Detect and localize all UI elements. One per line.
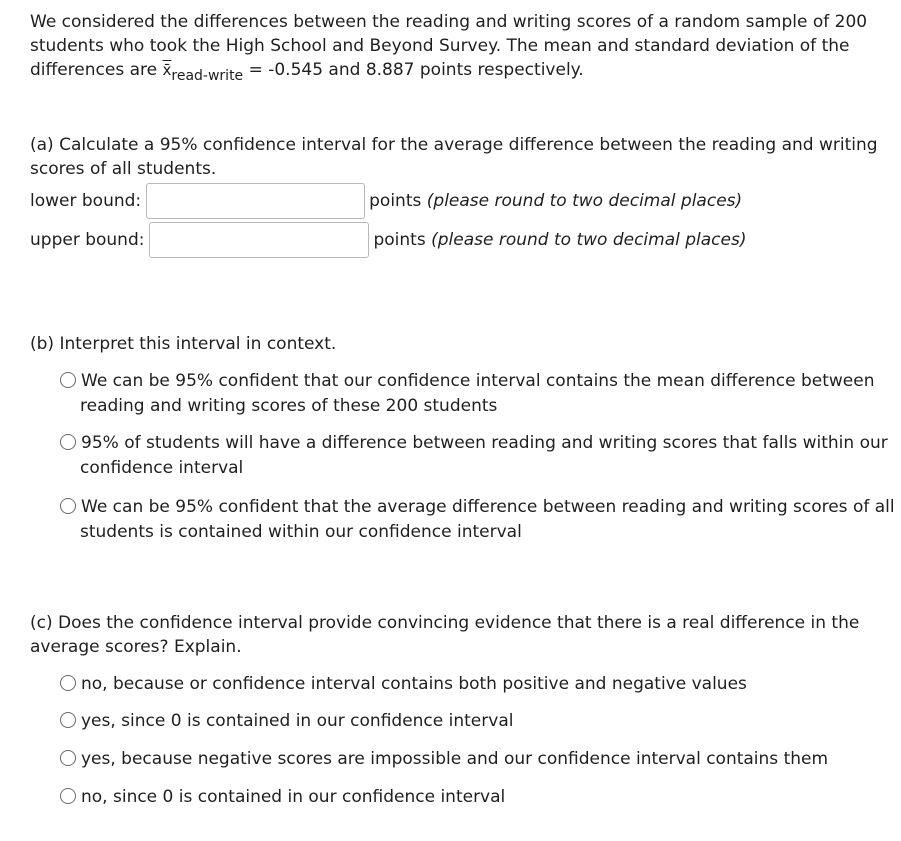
upper-bound-input[interactable] (149, 222, 369, 258)
radio-button[interactable] (60, 434, 76, 450)
part-b-option-2[interactable] (60, 431, 900, 481)
sample-mean-subscript: read-write (171, 68, 244, 84)
part-c-option-1[interactable] (60, 672, 900, 697)
sample-mean-symbol: x̄ (162, 61, 172, 79)
option-label: We can be 95% confident that our confidence interval contains the mean difference between reading and writing scores of these 200 students (80, 371, 875, 416)
upper-bound-units: points (373, 230, 426, 250)
option-label: no, since 0 is contained in our confidence interval (81, 787, 506, 807)
upper-bound-note: (please round to two decimal places) (431, 230, 747, 250)
part-b-question: (b) Interpret this interval in context. (30, 334, 337, 354)
option-label: We can be 95% confident that the average difference between reading and writing scores of all students is contained within our confidence interval (80, 497, 895, 542)
radio-button[interactable] (60, 788, 76, 804)
lower-bound-input[interactable] (146, 183, 365, 219)
radio-button[interactable] (60, 372, 76, 388)
intro-text: We considered the differences between the reading and writing scores of a random sample of 200 students who took the High School and Beyond Survey. The mean and standard deviation of the differences are (30, 12, 868, 80)
lower-bound-note: (please round to two decimal places) (426, 191, 743, 211)
upper-bound-row (30, 222, 746, 258)
part-c-option-2[interactable] (60, 709, 900, 734)
problem-intro (30, 10, 880, 88)
part-a-question: (a) Calculate a 95% confidence interval for the average difference between the reading and writing scores of all students. (30, 135, 878, 179)
lower-bound-label: lower bound: (30, 191, 142, 211)
radio-button[interactable] (60, 498, 76, 514)
intro-values: = -0.545 and 8.887 points respectively. (243, 60, 584, 80)
option-label: yes, since 0 is contained in our confidence interval (81, 711, 514, 731)
radio-button[interactable] (60, 675, 76, 691)
lower-bound-units: points (369, 191, 422, 211)
part-b-option-1[interactable] (60, 369, 900, 419)
lower-bound-row (30, 183, 742, 219)
option-label: yes, because negative scores are impossible and our confidence interval contains them (81, 749, 829, 769)
option-label: 95% of students will have a difference between reading and writing scores that falls within our confidence interval (80, 433, 888, 478)
option-label: no, because or confidence interval contains both positive and negative values (81, 674, 747, 694)
radio-button[interactable] (60, 712, 76, 728)
part-c-option-4[interactable] (60, 785, 900, 810)
part-c-question: (c) Does the confidence interval provide convincing evidence that there is a real difference in the average scores? Explain. (30, 613, 860, 657)
part-c-option-3[interactable] (60, 747, 900, 772)
part-b-option-3[interactable] (60, 495, 900, 545)
radio-button[interactable] (60, 750, 76, 766)
upper-bound-label: upper bound: (30, 230, 145, 250)
